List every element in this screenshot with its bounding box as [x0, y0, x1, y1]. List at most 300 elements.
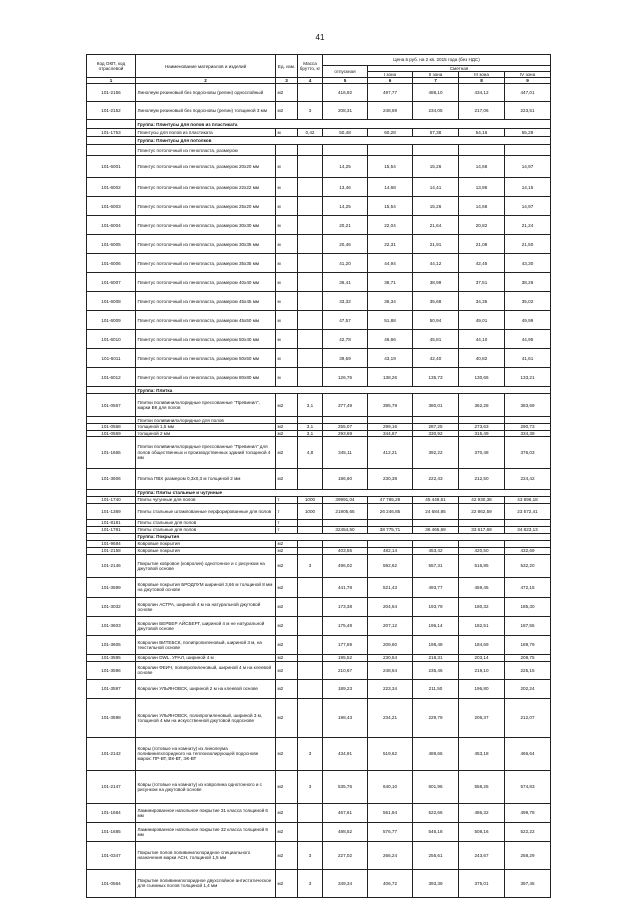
item-unit: м2	[276, 540, 298, 547]
group-title: Группа: Плинтусы для полов из пластиката	[136, 120, 551, 129]
price-zone-4: 43,30	[505, 254, 551, 273]
item-name: Ковры (готовые на комнату) из ковролина однотонного и с рисунком на джутовой основе	[136, 770, 276, 803]
group-row	[87, 489, 551, 496]
item-code: 101-1753	[87, 129, 136, 137]
price-zone-3: 273,63	[459, 424, 505, 430]
price-zone-1: 230,38	[368, 468, 413, 489]
price-release: 227,02	[323, 841, 368, 869]
item-mass: 3	[298, 102, 323, 120]
price-zone-4: 14,97	[505, 156, 551, 178]
price-zone-1: 519,62	[368, 737, 413, 770]
table-row	[87, 235, 551, 254]
price-zone-1: 223,34	[368, 679, 413, 698]
item-mass	[298, 661, 323, 679]
price-zone-3: 375,01	[459, 869, 505, 897]
group-title: Группа: Плинтусы для потолков	[136, 137, 551, 145]
item-unit: м2	[276, 597, 298, 616]
group-code-cell	[87, 137, 136, 145]
price-zone-3: 14,68	[459, 197, 505, 216]
table-row	[87, 519, 551, 526]
price-zone-3: 42,45	[459, 254, 505, 273]
price-zone-4: 223,51	[505, 102, 551, 120]
price-zone-3: 453,18	[459, 737, 505, 770]
item-name: Плинтус потолочный из пенопласта, размером 30х30 мм	[136, 216, 276, 235]
item-code: 101-6003	[87, 197, 136, 216]
table-row	[87, 273, 551, 292]
price-release: 50,48	[323, 129, 368, 137]
item-name: Покрытие поливинилхлоридное двухслойное антистатическое для съемных полов толщиной 1,4 мм	[136, 869, 276, 897]
price-release: 195,52	[323, 654, 368, 661]
item-name: Ковровые покрытия	[136, 540, 276, 547]
table-row	[87, 554, 551, 577]
item-unit: м	[276, 349, 298, 368]
item-code: 101-6011	[87, 349, 136, 368]
item-code: 101-6005	[87, 235, 136, 254]
price-zone-1: 38 775,71	[368, 526, 413, 533]
item-name: толщиной 2 мм	[136, 430, 276, 436]
table-row	[87, 417, 551, 424]
price-zone-3: 508,16	[459, 822, 505, 841]
item-code: 101-0564	[87, 869, 136, 897]
price-zone-4: 290,73	[505, 424, 551, 430]
price-zone-4: 225,15	[505, 661, 551, 679]
price-zone-2: 135,73	[413, 368, 459, 387]
item-name: Ковролин УЛЬЯНОВСК, полипропиленовый, шириной 3 м, толщиной 4 мм на искусственной джутовой подоснове	[136, 698, 276, 737]
item-mass	[298, 654, 323, 661]
item-mass	[298, 145, 323, 156]
price-zone-1: 47 765,29	[368, 496, 413, 503]
price-zone-1: 406,72	[368, 869, 413, 897]
price-zone-1: 482,14	[368, 547, 413, 554]
price-release	[323, 540, 368, 547]
table-row	[87, 654, 551, 661]
price-zone-2: 14,41	[413, 178, 459, 197]
price-zone-3: 434,12	[459, 84, 505, 102]
column-number: 3	[276, 78, 298, 84]
price-zone-4: 224,42	[505, 468, 551, 489]
item-unit: м2	[276, 803, 298, 822]
item-unit: м2	[276, 102, 298, 120]
item-mass: 1000	[298, 496, 323, 503]
price-zone-4: 522,22	[505, 822, 551, 841]
price-zone-1: 26 246,85	[368, 503, 413, 519]
price-zone-2: 222,43	[413, 468, 459, 489]
item-mass	[298, 635, 323, 654]
item-mass	[298, 254, 323, 273]
item-mass	[298, 311, 323, 330]
item-unit: м2	[276, 616, 298, 635]
item-name: Плинтус потолочный из пенопласта, размером 50х50 мм	[136, 349, 276, 368]
group-row	[87, 387, 551, 394]
price-zone-2: 601,96	[413, 770, 459, 803]
price-zone-2: 330,92	[413, 430, 459, 436]
item-mass: 1000	[298, 503, 323, 519]
item-code: 101-1685	[87, 822, 136, 841]
price-zone-3: 217,06	[459, 102, 505, 120]
header-zone-1: I зона	[368, 72, 413, 78]
item-mass: 3,1	[298, 424, 323, 430]
price-zone-3: 196,80	[459, 679, 505, 698]
item-unit: м2	[276, 770, 298, 803]
item-code: 101-3606	[87, 468, 136, 489]
price-zone-1: 521,43	[368, 577, 413, 597]
item-unit: т	[276, 519, 298, 526]
price-zone-1: 36,34	[368, 292, 413, 311]
item-code: 101-8181	[87, 519, 136, 526]
item-name: Ламинированное напольное покрытие 32 класса толщиной 8 мм	[136, 822, 276, 841]
table-row	[87, 737, 551, 770]
item-code: 101-2146	[87, 554, 136, 577]
group-row	[87, 533, 551, 540]
price-zone-4	[505, 540, 551, 547]
group-title: Группа: Покрытия	[136, 533, 551, 540]
table-row	[87, 254, 551, 273]
table-row	[87, 597, 551, 616]
item-code: 101-2152	[87, 102, 136, 120]
item-unit: м	[276, 216, 298, 235]
item-unit: м	[276, 235, 298, 254]
price-zone-2	[413, 540, 459, 547]
price-zone-2: 453,42	[413, 547, 459, 554]
price-zone-2: 380,01	[413, 394, 459, 417]
table-row	[87, 496, 551, 503]
price-zone-4	[505, 417, 551, 424]
price-release: 467,61	[323, 803, 368, 822]
item-name: Плинтус потолочный из пенопласта, размером	[136, 145, 276, 156]
item-code: 101-1740	[87, 496, 136, 503]
item-unit: м2	[276, 577, 298, 597]
table-row	[87, 577, 551, 597]
price-zone-2: 45,81	[413, 330, 459, 349]
table-row	[87, 770, 551, 803]
item-name: Покрытие полов поливинилхлоридное специального назначения марки АСН, толщиной 1,5 мм	[136, 841, 276, 869]
item-name: Плиты чугунные для полов	[136, 496, 276, 503]
header-zone-4: IV зона	[505, 72, 551, 78]
price-release	[323, 519, 368, 526]
price-zone-4: 187,55	[505, 616, 551, 635]
item-name: Плинтус потолочный из пенопласта, размером 22х22 мм	[136, 178, 276, 197]
item-code	[87, 145, 136, 156]
price-release: 175,48	[323, 616, 368, 635]
item-name: Плинтус потолочный из пенопласта, размером 30х35 мм	[136, 235, 276, 254]
price-zone-1: 22,04	[368, 216, 413, 235]
item-name: Ковролин ВИТЕБСК, полипропиленовый, шириной 3 м, на текстильной основе	[136, 635, 276, 654]
table-row	[87, 368, 551, 387]
item-mass: 3,1	[298, 430, 323, 436]
price-release	[323, 417, 368, 424]
item-unit: м	[276, 197, 298, 216]
header-name: Наименование материалов и изделий	[136, 55, 276, 78]
item-mass	[298, 292, 323, 311]
price-zone-2: 493,77	[413, 577, 459, 597]
item-unit: м	[276, 178, 298, 197]
item-unit: м2	[276, 84, 298, 102]
price-zone-3	[459, 145, 505, 156]
price-zone-2: 15,26	[413, 156, 459, 178]
price-zone-2: 557,31	[413, 554, 459, 577]
price-release: 255,07	[323, 424, 368, 430]
price-zone-2	[413, 519, 459, 526]
table-row	[87, 129, 551, 137]
item-mass: 0,42	[298, 129, 323, 137]
table-row	[87, 822, 551, 841]
price-zone-3: 516,85	[459, 554, 505, 577]
item-mass	[298, 468, 323, 489]
price-zone-4	[505, 145, 551, 156]
item-unit: м	[276, 330, 298, 349]
item-unit: м2	[276, 547, 298, 554]
price-zone-2: 196,14	[413, 616, 459, 635]
item-code: 101-6009	[87, 311, 136, 330]
item-name: Плинтус потолочный из пенопласта, размером 45х50 мм	[136, 311, 276, 330]
group-code-cell	[87, 120, 136, 129]
price-release: 47,57	[323, 311, 368, 330]
price-zone-4: 55,29	[505, 129, 551, 137]
price-release: 39991,04	[323, 496, 368, 503]
price-zone-3: 20,82	[459, 216, 505, 235]
table-row	[87, 292, 551, 311]
item-code	[87, 417, 136, 424]
item-code: 101-0568	[87, 424, 136, 430]
item-name: Плиты стальные штампованные перфорированные для полов	[136, 503, 276, 519]
table-row	[87, 102, 551, 120]
column-number: 1	[87, 78, 136, 84]
item-mass	[298, 273, 323, 292]
item-mass	[298, 540, 323, 547]
item-code: 101-2158	[87, 547, 136, 554]
item-mass: 3	[298, 554, 323, 577]
item-name: Линолеум резиновый без подосновы (релин) толщиной 3 мм	[136, 102, 276, 120]
item-code: 101-3597	[87, 679, 136, 698]
price-zone-2: 488,66	[413, 737, 459, 770]
price-release: 189,23	[323, 679, 368, 698]
price-zone-2: 38,99	[413, 273, 459, 292]
group-row	[87, 120, 551, 129]
price-release: 36,41	[323, 273, 368, 292]
price-zone-2: 44,12	[413, 254, 459, 273]
price-zone-4: 334,39	[505, 430, 551, 436]
price-zone-4: 574,83	[505, 770, 551, 803]
price-zone-3	[459, 540, 505, 547]
item-code: 101-0567	[87, 394, 136, 417]
price-release: 210,67	[323, 661, 368, 679]
price-zone-2: 287,25	[413, 424, 459, 430]
table-row	[87, 145, 551, 156]
item-name: Плинтусы для полов из пластиката	[136, 129, 276, 137]
table-row	[87, 349, 551, 368]
price-zone-1: 299,16	[368, 424, 413, 430]
item-unit: м	[276, 156, 298, 178]
price-release: 21905,65	[323, 503, 368, 519]
price-zone-2: 488,10	[413, 84, 459, 102]
item-mass	[298, 349, 323, 368]
item-code: 101-3595	[87, 654, 136, 661]
item-mass	[298, 803, 323, 822]
price-release: 14,25	[323, 197, 368, 216]
item-unit: м2	[276, 841, 298, 869]
price-zone-3: 49,01	[459, 311, 505, 330]
item-code: 101-3032	[87, 597, 136, 616]
price-zone-1: 248,69	[368, 102, 413, 120]
table-row	[87, 803, 551, 822]
item-unit: т	[276, 526, 298, 533]
table-row	[87, 394, 551, 417]
header-price-group: Цена в руб. на 2 кв. 2015 года (без НДС)	[323, 55, 551, 66]
price-zone-3: 21,08	[459, 235, 505, 254]
group-title: Группа: Плитка	[136, 387, 551, 394]
item-code: 101-1684	[87, 803, 136, 822]
price-zone-4: 133,21	[505, 368, 551, 387]
price-zone-4: 472,15	[505, 577, 551, 597]
price-zone-4: 49,99	[505, 311, 551, 330]
item-code: 101-6008	[87, 292, 136, 311]
price-release: 496,02	[323, 554, 368, 577]
price-zone-3	[459, 417, 505, 424]
price-zone-3: 486,32	[459, 803, 505, 822]
item-mass	[298, 156, 323, 178]
price-release: 416,92	[323, 84, 368, 102]
item-code: 101-2147	[87, 770, 136, 803]
price-zone-2: 235,46	[413, 661, 459, 679]
price-zone-1: 43,19	[368, 349, 413, 368]
price-release: 20,21	[323, 216, 368, 235]
price-zone-2: 24 684,85	[413, 503, 459, 519]
price-zone-4: 208,75	[505, 654, 551, 661]
price-release: 177,59	[323, 635, 368, 654]
price-zone-3: 420,50	[459, 547, 505, 554]
item-mass	[298, 616, 323, 635]
item-name: Плитка ПВХ размером 0,3х0,3 м толщиной 2 мм	[136, 468, 276, 489]
price-release: 488,52	[323, 822, 368, 841]
item-code: 101-6006	[87, 254, 136, 273]
header-release: отпускная	[323, 66, 368, 78]
item-code: 101-6004	[87, 216, 136, 235]
item-mass	[298, 197, 323, 216]
price-zone-4: 432,69	[505, 547, 551, 554]
price-zone-3: 13,86	[459, 178, 505, 197]
item-name: Ковролин УЛЬЯНОВСК, шириной 2 м на клеевой основе	[136, 679, 276, 698]
price-release: 32454,50	[323, 526, 368, 533]
item-name: толщиной 1,5 мм	[136, 424, 276, 430]
price-zone-4: 43 896,18	[505, 496, 551, 503]
price-zone-2: 50,94	[413, 311, 459, 330]
price-zone-1: 46,66	[368, 330, 413, 349]
price-release	[323, 145, 368, 156]
item-mass: 3	[298, 841, 323, 869]
price-zone-1: 14,68	[368, 178, 413, 197]
column-number: 2	[136, 78, 276, 84]
price-zone-2: 234,05	[413, 102, 459, 120]
table-body	[87, 78, 551, 897]
price-zone-2: 218,31	[413, 654, 459, 661]
column-number: 7	[413, 78, 459, 84]
table-row	[87, 311, 551, 330]
price-zone-2: 392,22	[413, 436, 459, 468]
price-release: 39,59	[323, 349, 368, 368]
price-zone-3: 182,51	[459, 616, 505, 635]
item-name: Ковровые покрытия	[136, 547, 276, 554]
price-release: 198,43	[323, 698, 368, 737]
price-zone-1: 38,71	[368, 273, 413, 292]
price-release: 377,49	[323, 394, 368, 417]
group-code-cell	[87, 387, 136, 394]
item-code: 101-1665	[87, 436, 136, 468]
price-zone-4: 383,69	[505, 394, 551, 417]
item-mass: 3,1	[298, 394, 323, 417]
item-name: Плинтус потолочный из пенопласта, размером 80х80 мм	[136, 368, 276, 387]
item-mass	[298, 577, 323, 597]
item-code: 101-6007	[87, 273, 136, 292]
table-row	[87, 698, 551, 737]
item-code: 101-6010	[87, 330, 136, 349]
table-row	[87, 178, 551, 197]
price-zone-4: 202,24	[505, 679, 551, 698]
item-name: Плинтус потолочный из пенопласта, размером 25х20 мм	[136, 197, 276, 216]
item-name: Плинтус потолочный из пенопласта, размером 35х35 мм	[136, 254, 276, 273]
item-code: 101-3599	[87, 577, 136, 597]
page-number: 41	[315, 33, 325, 42]
item-name: Плинтус потолочный из пенопласта, размером 50х40 мм	[136, 330, 276, 349]
item-code: 101-0569	[87, 430, 136, 436]
column-number: 5	[323, 78, 368, 84]
price-zone-3: 459,45	[459, 577, 505, 597]
price-zone-1: 230,54	[368, 654, 413, 661]
table-row	[87, 468, 551, 489]
price-release: 535,76	[323, 770, 368, 803]
price-release: 293,69	[323, 430, 368, 436]
column-number: 4	[298, 78, 323, 84]
price-zone-4: 189,79	[505, 635, 551, 654]
table-row	[87, 330, 551, 349]
item-mass	[298, 84, 323, 102]
item-mass	[298, 698, 323, 737]
column-number: 6	[368, 78, 413, 84]
price-zone-3: 370,48	[459, 436, 505, 468]
item-code: 101-9684	[87, 540, 136, 547]
price-release: 13,46	[323, 178, 368, 197]
price-zone-2: 21,91	[413, 235, 459, 254]
price-zone-4: 466,64	[505, 737, 551, 770]
item-name: Ковролин БЕРБЕР АЙСБЕРГ, шириной 4 м не натуральной джутовой основе	[136, 616, 276, 635]
item-unit: м	[276, 368, 298, 387]
item-unit: м2	[276, 554, 298, 577]
price-zone-4: 44,95	[505, 330, 551, 349]
price-zone-3: 219,10	[459, 661, 505, 679]
price-zone-3: 184,69	[459, 635, 505, 654]
item-mass	[298, 368, 323, 387]
item-mass	[298, 679, 323, 698]
item-unit: м2	[276, 430, 298, 436]
price-zone-1: 576,77	[368, 822, 413, 841]
table-row	[87, 661, 551, 679]
table-row	[87, 503, 551, 519]
price-release: 186,60	[323, 468, 368, 489]
header-mass: Масса брутто, кг	[298, 55, 323, 78]
item-unit: м	[276, 273, 298, 292]
price-zone-3: 203,14	[459, 654, 505, 661]
table-row	[87, 841, 551, 869]
price-zone-4: 41,61	[505, 349, 551, 368]
item-unit: м2	[276, 394, 298, 417]
price-zone-1: 234,21	[368, 698, 413, 737]
price-zone-1	[368, 145, 413, 156]
item-unit: м2	[276, 635, 298, 654]
price-zone-2: 35,68	[413, 292, 459, 311]
price-zone-1: 248,64	[368, 661, 413, 679]
item-unit: м2	[276, 698, 298, 737]
item-name: Ковровые покрытия БРОДЛУМ шириной 3,66 м толщиной 8 мм на джутовой основе	[136, 577, 276, 597]
price-zone-1: 15,54	[368, 197, 413, 216]
